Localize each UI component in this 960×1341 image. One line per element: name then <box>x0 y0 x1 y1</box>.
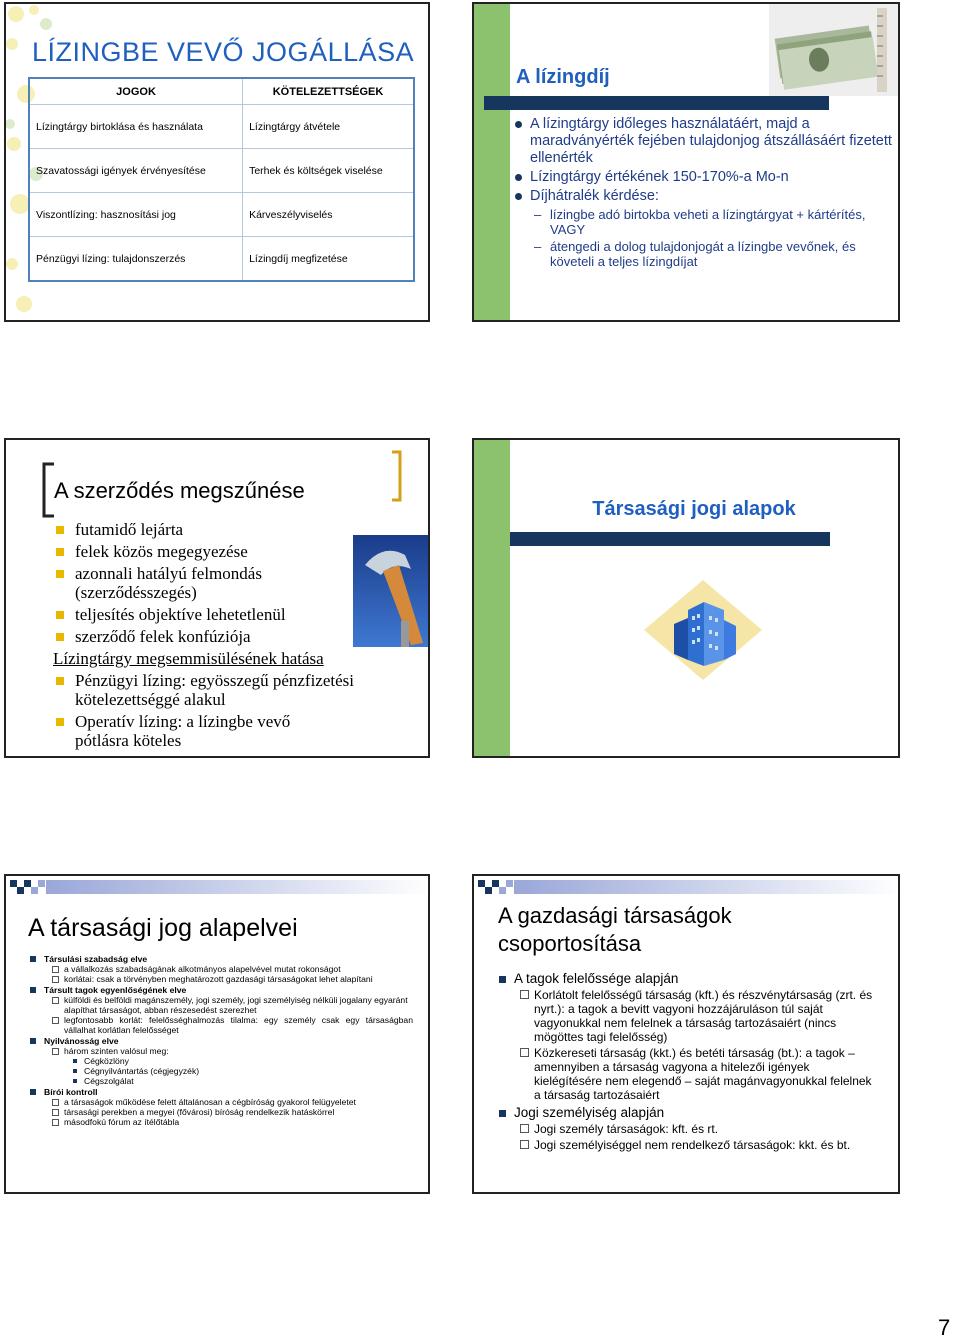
slide-title: Társasági jogi alapok <box>592 498 796 520</box>
sub-list-item: korlátai: csak a törvényben meghatározott gazdasági társaságokat lehet alapítani <box>28 974 413 984</box>
list-item: A tagok felelőssége alapján <box>498 972 878 986</box>
page-number: 7 <box>938 1315 951 1340</box>
slide-tarsasagi-jogi-alapok <box>472 438 900 758</box>
sub-list-item: a vállalkozás szabadságának alkotmányos alapelvével mutat rokonságot <box>28 964 413 974</box>
list-item: A lízingtárgy időleges használatáért, majd a maradványérték fejében tulajdonjog átszállásáért fizetett ellenérték <box>514 116 894 167</box>
title-underline-bar <box>510 532 830 546</box>
list-item: Bírói kontroll <box>28 1087 413 1097</box>
header-jogok: JOGOK <box>29 78 243 105</box>
sub-list-item: Jogi személy társaságok: kft. és rt. <box>498 1122 878 1136</box>
table-cell: Lízingdíj megfizetése <box>243 237 414 282</box>
section-heading: Lízingtárgy megsemmisülésének hatása <box>53 649 324 668</box>
table-cell: Viszontlízing: hasznosítási jog <box>29 193 243 237</box>
bullet-list <box>53 520 383 753</box>
green-side-band <box>474 440 510 758</box>
slide-tarsasagi-jog-alapelvei <box>4 874 430 1194</box>
classification-list <box>498 968 878 1154</box>
slide-title: A társasági jog alapelvei <box>28 914 298 942</box>
sub-list-item: három szinten valósul meg: <box>28 1046 413 1056</box>
slide-title: LÍZINGBE VEVŐ JOGÁLLÁSA <box>32 37 415 67</box>
list-item: Díjhátralék kérdése: <box>514 188 894 205</box>
green-side-band <box>474 4 510 322</box>
list-item: Jogi személyiség alapján <box>498 1106 878 1120</box>
sub-list-item: külföldi és belföldi magánszemély, jogi személy, jogi személyiség nélküli jogalany egyaránt alapíthat társaságot, abban részesedést szerezhet <box>28 995 413 1015</box>
principles-list <box>28 953 413 1127</box>
list-item: futamidő lejárta <box>53 520 383 539</box>
table-cell: Pénzügyi lízing: tulajdonszerzés <box>29 237 243 282</box>
sub-list-item: Korlátolt felelősségű társaság (kft.) és részvénytársaság (zrt. és nyrt.): a tagok a bevitt vagyoni hozzájáruláson túl saját vagyonukkal nem felelnek a társaság tartozásaiért (nincs mögöttes tagi felelősség) <box>498 988 878 1044</box>
sub-list-item: Közkereseti társaság (kkt.) és betéti társaság (bt.): a tagok – amennyiben a társaság vagyona a hitelezői igények kielégítésére nem elegendő – saját magánvagyonukkal felelnek a társaság tartozásaiért <box>498 1046 878 1102</box>
table-cell: Lízingtárgy átvétele <box>243 105 414 149</box>
title-line-1: A gazdasági társaságok <box>498 903 732 928</box>
table-row <box>29 237 414 282</box>
list-item: szerződő felek konfúziója <box>53 627 383 646</box>
building-icon <box>644 580 762 680</box>
list-item: Lízingtárgy értékének 150-170%-a Mo-n <box>514 169 894 186</box>
sub-list-item: Jogi személyiséggel nem rendelkező társaságok: kkt. és bt. <box>498 1138 878 1152</box>
table-cell: Lízingtárgy birtoklása és használata <box>29 105 243 149</box>
slide-lizingbe-vevo-jogallasa <box>4 2 430 322</box>
table-cell: Szavatossági igények érvényesítése <box>29 149 243 193</box>
sub-list-item: – átengedi a dolog tulajdonjogát a lízingbe vevőnek, és követeli a teljes lízingdíjat <box>514 239 894 269</box>
list-item: felek közös megegyezése <box>53 542 383 561</box>
table-cell: Kárveszélyviselés <box>243 193 414 237</box>
header-kotelezettsegek: KÖTELEZETTSÉGEK <box>243 78 414 105</box>
list-item: Társult tagok egyenlőségének elve <box>28 985 413 995</box>
right-bracket-icon <box>390 450 404 502</box>
title-underline-bar <box>484 96 829 110</box>
sub-sub-list-item: Cégközlöny <box>28 1056 413 1066</box>
bullet-list <box>514 116 894 271</box>
checker-header-decoration <box>6 876 430 898</box>
slide-title: A lízingdíj <box>516 66 610 88</box>
table-row <box>29 105 414 149</box>
slide-title <box>498 902 732 958</box>
list-item: teljesítés objektíve lehetetlenül <box>53 605 383 624</box>
sub-sub-list-item: Cégnyilvántartás (cégjegyzék) <box>28 1066 413 1076</box>
slide-gazdasagi-tarsasagok-csoportositasa <box>472 874 900 1194</box>
list-item: Nyilvánosság elve <box>28 1036 413 1046</box>
sub-list-item: másodfokú fórum az ítélőtábla <box>28 1117 413 1127</box>
table-row <box>29 193 414 237</box>
slide-lizingdij <box>472 2 900 322</box>
list-item: azonnali hatályú felmondás (szerződésszegés) <box>53 564 383 602</box>
rights-obligations-table <box>28 77 415 282</box>
list-item: Operatív lízing: a lízingbe vevő pótlásra köteles <box>53 712 345 750</box>
sub-sub-list-item: Cégszolgálat <box>28 1076 413 1086</box>
slide-szerzodes-megszunese <box>4 438 430 758</box>
title-line-2: csoportosítása <box>498 931 642 956</box>
sub-list-item: – lízingbe adó birtokba veheti a lízingtárgyat + kártérítés, VAGY <box>514 207 894 237</box>
money-stack-image <box>769 4 900 96</box>
table-row <box>29 149 414 193</box>
checker-header-decoration <box>474 876 900 898</box>
slide-title: A szerződés megszűnése <box>54 478 305 503</box>
sub-list-item: legfontosabb korlát: felelősséghalmozás tilalma: egy személy csak egy társaságban vállalhat korlátlan felelősséget <box>28 1015 413 1035</box>
sub-list-item: társasági perekben a megyei (fővárosi) bíróság rendelkezik hatáskörrel <box>28 1107 413 1117</box>
list-item: Pénzügyi lízing: egyösszegű pénzfizetési kötelezettséggé alakul <box>53 671 365 709</box>
table-cell: Terhek és költségek viselése <box>243 149 414 193</box>
list-item: Társulási szabadság elve <box>28 954 413 964</box>
sub-list-item: a társaságok működése felett általánosan a cégbíróság gyakorol felügyeletet <box>28 1097 413 1107</box>
